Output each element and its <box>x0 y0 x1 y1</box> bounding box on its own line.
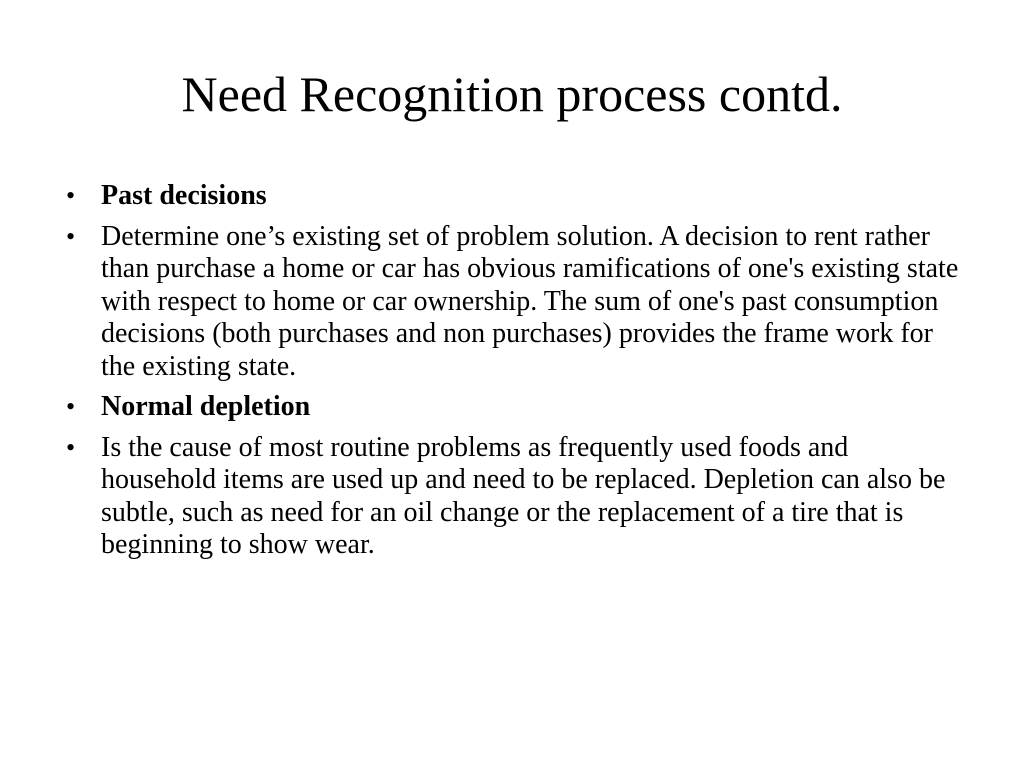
bullet-heading-past-decisions: Past decisions <box>101 180 267 211</box>
bullet-list <box>60 180 965 570</box>
bullet-item-normal-depletion <box>60 391 965 424</box>
bullet-dot-icon: • <box>66 181 76 210</box>
bullet-text-normal-depletion: Is the cause of most routine problems as frequently used foods and household items are used up and need to be replaced. Depletion can also be subtle, such as need for an oil change or the replacement of a tire that is beginning to show wear. <box>101 431 946 560</box>
bullet-dot-icon: • <box>66 221 76 251</box>
bullet-dot-icon: • <box>66 392 76 421</box>
bullet-item-past-decisions-description <box>60 221 965 384</box>
bullet-heading-normal-depletion: Normal depletion <box>101 391 311 422</box>
bullet-dot-icon: • <box>66 432 76 462</box>
slide-title: Need Recognition process contd. <box>181 66 843 122</box>
bullet-item-normal-depletion-description <box>60 432 965 562</box>
bullet-text-past-decisions: Determine one’s existing set of problem solution. A decision to rent rather than purchase a home or car has obvious ramifications of one's existing state with respect to home or car ownership. The sum of one's past consumption decisions (both purchases and non purchases) provides the frame work for the existing state. <box>101 220 959 382</box>
bullet-item-past-decisions <box>60 180 965 213</box>
